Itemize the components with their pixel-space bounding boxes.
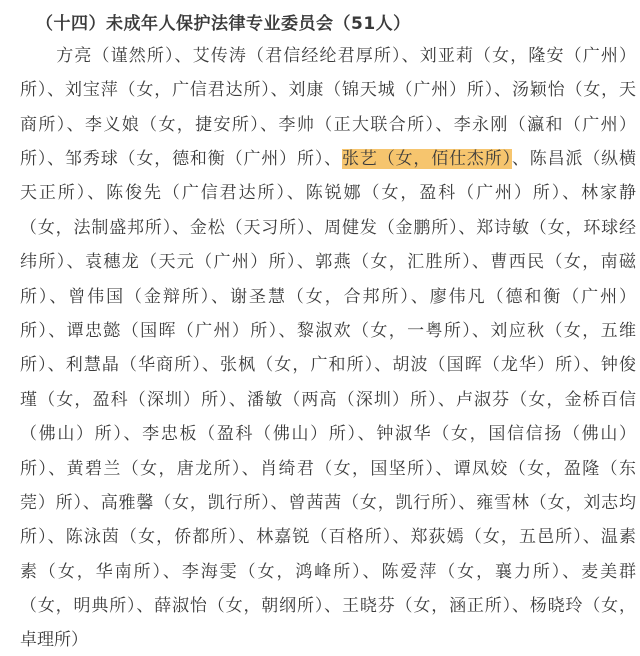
line-text: （女，法制盛邦所）、金松（天习所）、周健发（金鹏所）、郑诗敏（女，环球经	[20, 218, 636, 238]
line-text: 、陈昌派（纵横	[511, 149, 637, 169]
text-line	[20, 218, 636, 240]
text-line	[20, 46, 636, 68]
line-text: 所）、陈泳茵（女，侨都所）、林嘉锐（百格所）、郑荻嫣（女，五邑所）、温素	[20, 527, 636, 547]
line-text: 所）、曾伟国（金辩所）、谢圣慧（女，合邦所）、廖伟凡（德和衡（广州）	[20, 287, 636, 307]
line-text: 素（女，华南所）、李海雯（女，鸿峰所）、陈爱萍（女，襄力所）、麦美群	[20, 562, 636, 582]
text-line	[20, 596, 636, 618]
line-text: 所）、黄碧兰（女，唐龙所）、肖绮君（女，国坚所）、谭凤姣（女，盈隆（东	[20, 459, 636, 479]
line-text: 所）、刘宝萍（女，广信君达所）、刘康（锦天城（广州）所）、汤颖怡（女，天	[20, 80, 636, 100]
line-text: 方亮（谨然所）、艾传涛（君信经纶君厚所）、刘亚莉（女，隆安（广州）	[20, 46, 636, 66]
text-line	[20, 562, 636, 584]
text-line	[20, 80, 636, 102]
text-line	[20, 183, 636, 205]
line-text: 所）、谭忠懿（国晖（广州）所）、黎淑欢（女，一粤所）、刘应秋（女，五维	[20, 321, 636, 341]
text-line	[20, 390, 636, 412]
highlighted-name: 张艺（女，佰仕杰所）	[342, 149, 512, 169]
line-text: 所）、利慧晶（华商所）、张枫（女，广和所）、胡波（国晖（龙华）所）、钟俊	[20, 355, 636, 375]
line-text: 天正所）、陈俊先（广信君达所）、陈锐娜（女，盈科（广州）所）、林家静	[20, 183, 636, 203]
text-line	[20, 493, 636, 515]
text-line	[20, 321, 636, 343]
text-line	[20, 630, 636, 652]
text-line	[20, 252, 636, 274]
text-line	[20, 355, 636, 377]
text-line	[20, 424, 636, 446]
line-text: 瑾（女，盈科（深圳）所）、潘敏（两高（深圳）所）、卢淑芬（女，金桥百信	[20, 390, 636, 410]
section-heading: （十四）未成年人保护法律专业委员会（51人）	[36, 14, 411, 34]
line-text: （女，明典所）、薛淑怡（女，朝纲所）、王晓芬（女，涵正所）、杨晓玲（女，	[20, 596, 636, 616]
line-text: 商所）、李义娘（女，捷安所）、李帅（正大联合所）、李永刚（瀛和（广州）	[20, 115, 636, 135]
text-line	[20, 527, 636, 549]
line-text: 卓理所）	[20, 630, 88, 650]
line-text: 莞）所）、高雅馨（女，凯行所）、曾茜茜（女，凯行所）、雍雪林（女，刘志均	[20, 493, 636, 513]
text-line	[20, 149, 636, 171]
line-text: 所）、邹秀球（女，德和衡（广州）所）、	[20, 149, 343, 169]
line-text: 纬所）、袁穗龙（天元（广州）所）、郭燕（女，汇胜所）、曹西民（女，南磁	[20, 252, 636, 272]
text-line	[20, 115, 636, 137]
line-text: （佛山）所）、李忠板（盈科（佛山）所）、钟淑华（女，国信信扬（佛山）	[20, 424, 636, 444]
text-line	[20, 287, 636, 309]
text-line	[20, 459, 636, 481]
